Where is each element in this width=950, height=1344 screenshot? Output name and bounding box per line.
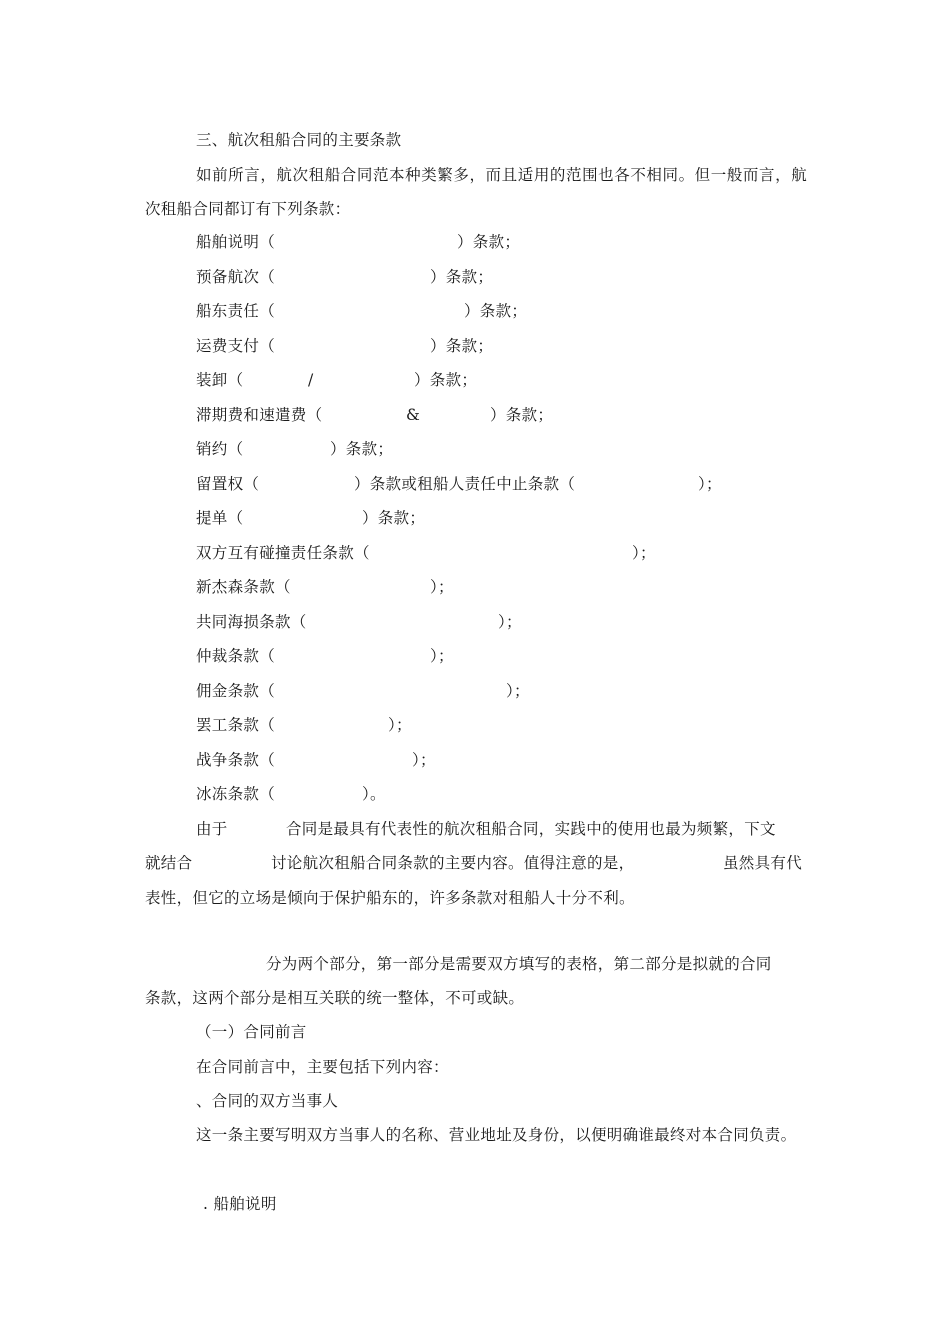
clause-item: 战争条款（ ）； [196,751,436,769]
clause-item: 滞期费和速遣费（ & ）条款； [196,406,554,424]
clause-item: 双方互有碰撞责任条款（ ）； [196,544,656,562]
clause-item: 船舶说明（ ）条款； [196,233,521,251]
clause-item: 冰冻条款（ ）。 [196,785,386,803]
clause-item: 船东责任（ ）条款； [196,302,528,320]
clause-item: 运费支付（ ）条款； [196,337,494,355]
clause-item: 装卸（ / ）条款； [196,371,478,389]
section-heading: 三、航次租船合同的主要条款 [196,131,402,149]
item-title-parties: 、合同的双方当事人 [196,1092,339,1110]
clause-item: 新杰森条款（ ）； [196,578,454,596]
clause-item: 共同海损条款（ ）； [196,613,522,631]
sub-heading: （一）合同前言 [196,1023,307,1041]
clause-item: 仲裁条款（ ）； [196,647,454,665]
clause-item: 提单（ ）条款； [196,509,426,527]
intro-paragraph: 如前所言，航次租船合同范本种类繁多，而且适用的范围也各不相同。但一般而言，航次租船合同都订有下列条款： [145,166,807,218]
clause-item: 销约（ ）条款； [196,440,394,458]
clause-item: 预备航次（ ）条款； [196,268,494,286]
clause-item: 留置权（ ）条款或租船人责任中止条款（ ）； [196,475,722,493]
item-body-parties: 这一条主要写明双方当事人的名称、营业地址及身份，以便明确谁最终对本合同负责。 [196,1126,797,1144]
preface-intro: 在合同前言中，主要包括下列内容： [196,1058,449,1076]
clause-item: 罢工条款（ ）； [196,716,412,734]
item-title-vessel: . 船舶说明 [203,1195,277,1213]
clause-item: 佣金条款（ ）； [196,682,530,700]
